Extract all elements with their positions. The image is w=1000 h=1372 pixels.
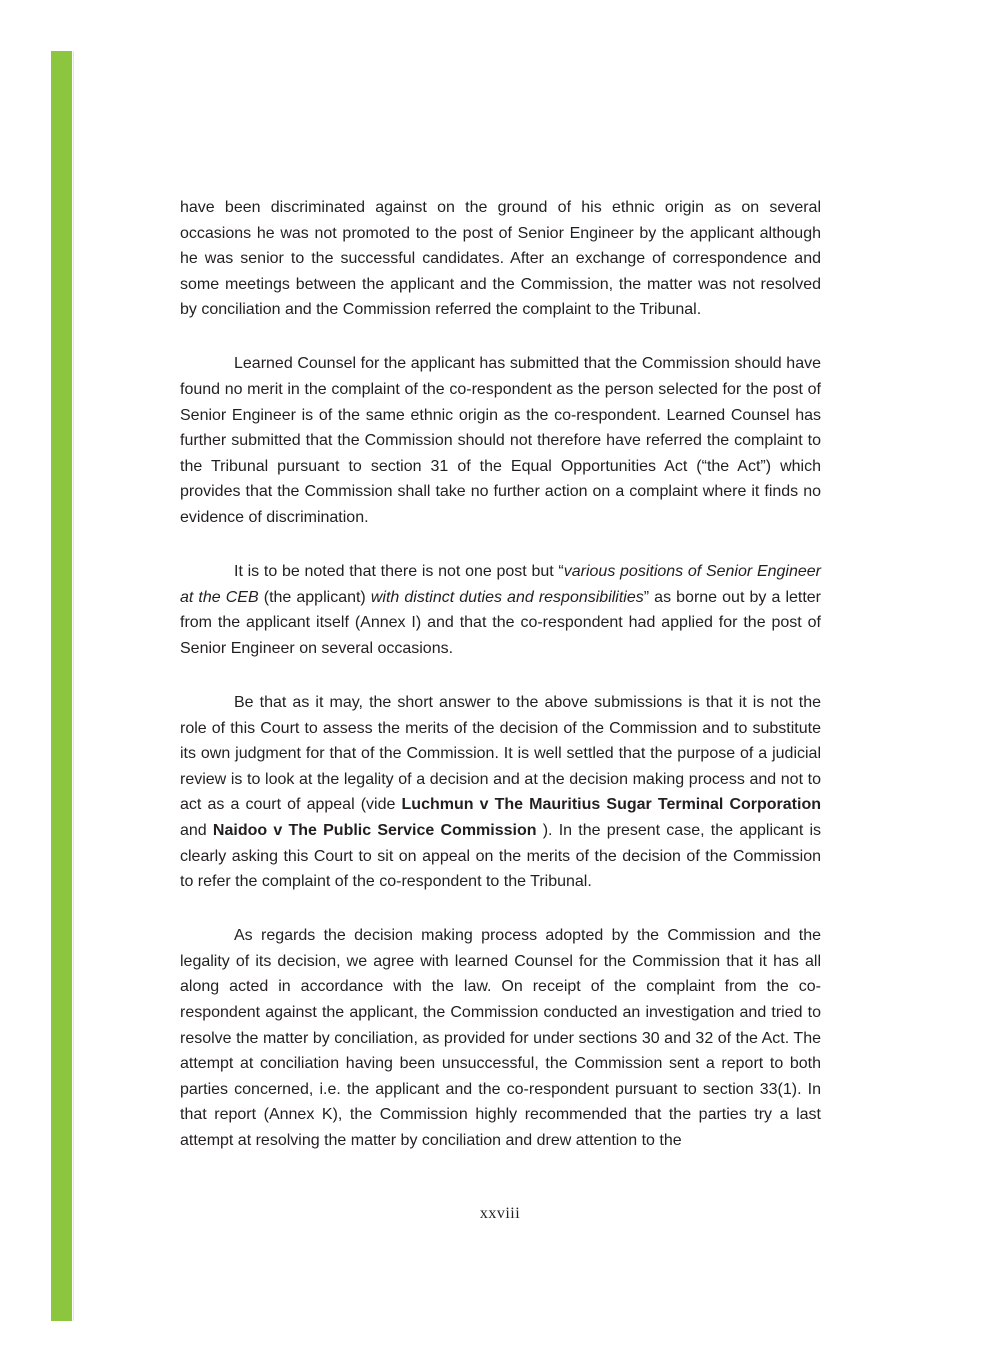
- margin-color-bar: [51, 51, 72, 1321]
- paragraph-4-text-b: and: [180, 821, 213, 839]
- paragraph-3-text-c: ” as borne out by a letter from the applicant itself (Annex I) and that the co-respondent had applied for the post of Senior Engineer on several occasions.: [180, 588, 822, 657]
- paragraph-4-text-a: Be that as it may, the short answer to the above submissions is that it is not the role of this Court to assess the merits of the decision of the Commission and to substitute its own judgment for that of the Commission. It is well settled that the purpose of a judicial review is to look at the legality of a decision and at the decision making process and not to act as a court of appeal (vide: [180, 694, 821, 814]
- paragraph-4: [180, 690, 821, 895]
- paragraph-2: [180, 351, 821, 530]
- paragraph-3-text-a: It is to be noted that there is not one post but “: [234, 563, 564, 581]
- page-number: xxviii: [479, 1205, 521, 1222]
- paragraph-5: [180, 923, 821, 1153]
- document-body: [180, 195, 821, 1154]
- margin-bar-edge: [73, 51, 74, 1321]
- paragraph-3-quote-positions: various positions of Senior Engineer at the CEB: [180, 563, 821, 606]
- case-citation-naidoo: Naidoo v The Public Service Commission: [212, 821, 537, 839]
- paragraph-4-text-c: ). In the present case, the applicant is clearly asking this Court to sit on appeal on the merits of the decision of the Commission to refer the complaint of the co-respondent to the Tribunal.: [180, 821, 822, 891]
- case-citation-luchmun: Luchmun v The Mauritius Sugar Terminal Corporation: [401, 796, 822, 814]
- paragraph-3-text-b: (the applicant): [258, 588, 371, 606]
- paragraph-3: [180, 559, 821, 661]
- paragraph-2-text: Learned Counsel for the applicant has submitted that the Commission should have found no merit in the complaint of the co-respondent as the person selected for the post of Senior Engineer is of the same ethnic origin as the co-respondent. Learned Counsel has further submitted that the Commission should not therefore have referred the complaint to the Tribunal pursuant to section 31 of the Equal Opportunities Act (“the Act”) which provides that the Commission shall take no further action on a complaint where it finds no evidence of discrimination.: [180, 355, 821, 527]
- paragraph-1: [180, 195, 821, 323]
- paragraph-1-text: have been discriminated against on the ground of his ethnic origin as on several occasions he was not promoted to the post of Senior Engineer by the applicant although he was senior to the successful candidates. After an exchange of correspondence and some meetings between the applicant and the Commission, the matter was not resolved by conciliation and the Commission referred the complaint to the Tribunal.: [180, 199, 821, 319]
- paragraph-5-text: As regards the decision making process adopted by the Commission and the legality of its decision, we agree with learned Counsel for the Commission that it has all along acted in accordance with the law. On receipt of the complaint from the co-respondent against the applicant, the Commission conducted an investigation and tried to resolve the matter by conciliation, as provided for under sections 30 and 32 of the Act. The attempt at conciliation having been unsuccessful, the Commission sent a report to both parties concerned, i.e. the applicant and the co-respondent pursuant to section 33(1). In that report (Annex K), the Commission highly recommended that the parties try a last attempt at resolving the matter by conciliation and drew attention to the: [180, 927, 821, 1149]
- paragraph-3-quote-duties: with distinct duties and responsibilities: [370, 588, 644, 606]
